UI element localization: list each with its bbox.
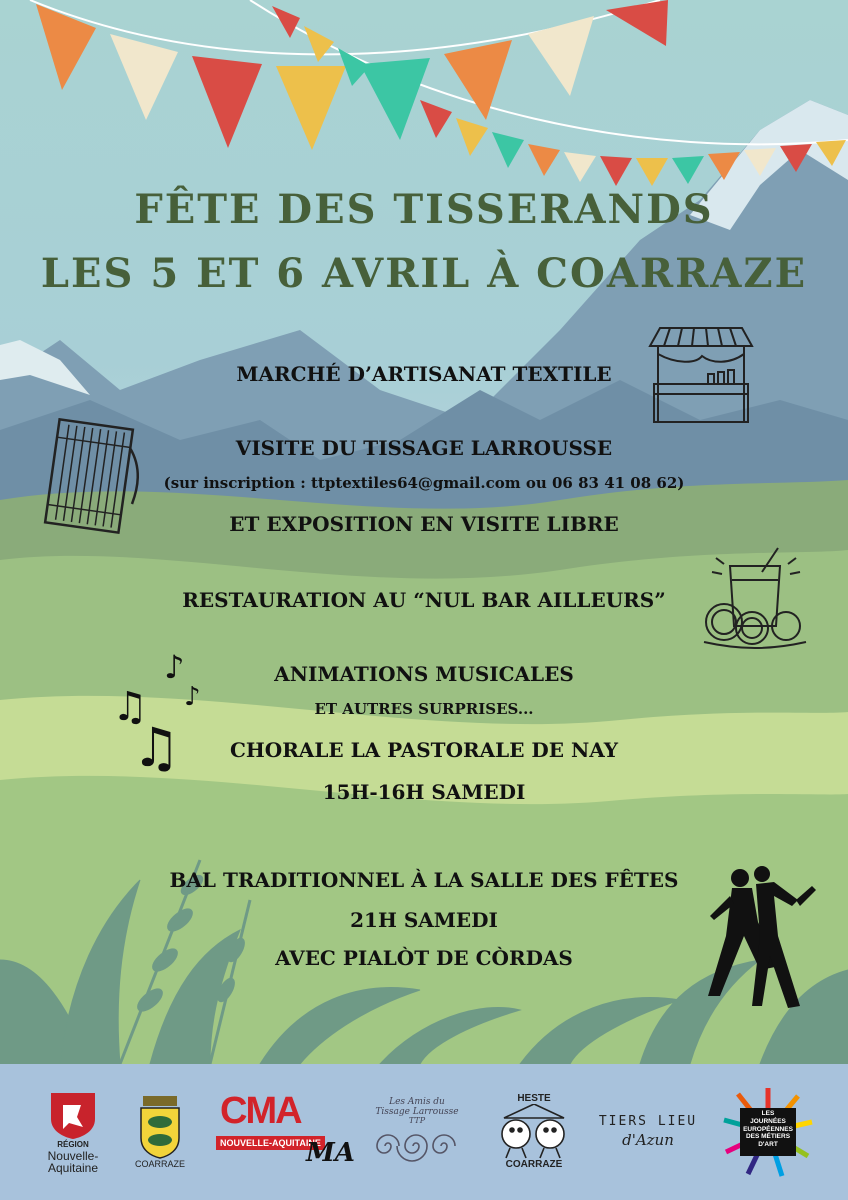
choir-line: CHORALE LA PASTORALE DE NAY — [229, 738, 619, 762]
jema-line4: DES MÉTIERS — [745, 1133, 791, 1141]
surprises-line: ET AUTRES SURPRISES... — [314, 700, 534, 718]
event-title: FÊTE DES TISSERANDS — [134, 186, 714, 233]
music-line: ANIMATIONS MUSICALES — [274, 662, 574, 686]
cma-band-label: NOUVELLE-AQUITAINE — [216, 1136, 325, 1150]
logo-journees-metiers-art — [716, 1080, 820, 1184]
music-notes-icon: ♫ — [132, 716, 181, 779]
music-notes-icon: ♫ — [112, 684, 148, 730]
dancing-couple-icon — [700, 866, 820, 1016]
sheep-mascots-icon — [494, 1104, 574, 1160]
region-small-label: RÉGION — [57, 1140, 89, 1150]
coarraze-label: COARRAZE — [134, 1159, 185, 1170]
logo-region-nouvelle-aquitaine — [28, 1080, 118, 1184]
exhibition-line: ET EXPOSITION EN VISITE LIBRE — [229, 512, 619, 536]
jema-line3: EUROPÉENNES — [743, 1125, 793, 1133]
music-note-icon: ♪ — [184, 682, 201, 712]
logo-coarraze — [128, 1080, 192, 1184]
coarraze-coat-of-arms-icon — [137, 1094, 183, 1160]
azun-label: d'Azun — [622, 1130, 674, 1149]
amis-line3: TTP — [408, 1116, 426, 1126]
event-date-location: LES 5 ET 6 AVRIL À COARRAZE — [40, 250, 808, 297]
ball-time-line: 21H SAMEDI — [350, 908, 498, 932]
logo-amis-tissage-larrousse — [362, 1080, 472, 1184]
tiers-lieu-label: TIERS LIEU — [598, 1114, 698, 1130]
logo-heste-coarraze — [486, 1080, 582, 1184]
registration-line: (sur inscription : ttptextiles64@gmail.com ou 06 83 41 08 62) — [163, 474, 685, 492]
region-name: Nouvelle-Aquitaine — [47, 1148, 99, 1176]
food-line: RESTAURATION AU “NUL BAR AILLEURS” — [182, 588, 666, 612]
heste-top-label: HESTE — [517, 1092, 551, 1104]
logo-tiers-lieu-azun — [598, 1080, 698, 1184]
jema-line2: JOURNÉES — [750, 1117, 786, 1125]
ball-line: BAL TRADITIONNEL À LA SALLE DES FÊTES — [169, 868, 679, 892]
cma-letters: CMA — [220, 1090, 301, 1132]
market-stall-icon — [646, 318, 756, 428]
music-note-icon: ♪ — [164, 648, 185, 686]
logo-cma-nouvelle-aquitaine — [210, 1080, 355, 1184]
ball-band-line: AVEC PIALÒT DE CÒRDAS — [275, 946, 573, 970]
visit-line: VISITE DU TISSAGE LARROUSSE — [235, 436, 613, 460]
drink-fruit-icon — [700, 546, 810, 650]
spiral-icon — [372, 1126, 462, 1166]
market-line: MARCHÉ D’ARTISANAT TEXTILE — [236, 362, 612, 386]
bunting — [30, 0, 848, 186]
amis-line1: Les Amis du — [389, 1097, 445, 1108]
ma-logo: MA — [306, 1138, 355, 1168]
heste-bottom-label: COARRAZE — [505, 1159, 563, 1170]
choir-time-line: 15H-16H SAMEDI — [322, 780, 526, 804]
loom-icon — [38, 418, 148, 536]
region-shield-icon — [47, 1089, 99, 1141]
jema-line5: D'ART — [758, 1141, 778, 1149]
amis-line2: Tissage Larrousse — [375, 1106, 459, 1117]
jema-line1: LES — [761, 1110, 775, 1117]
partner-logos-footer — [0, 1064, 848, 1200]
